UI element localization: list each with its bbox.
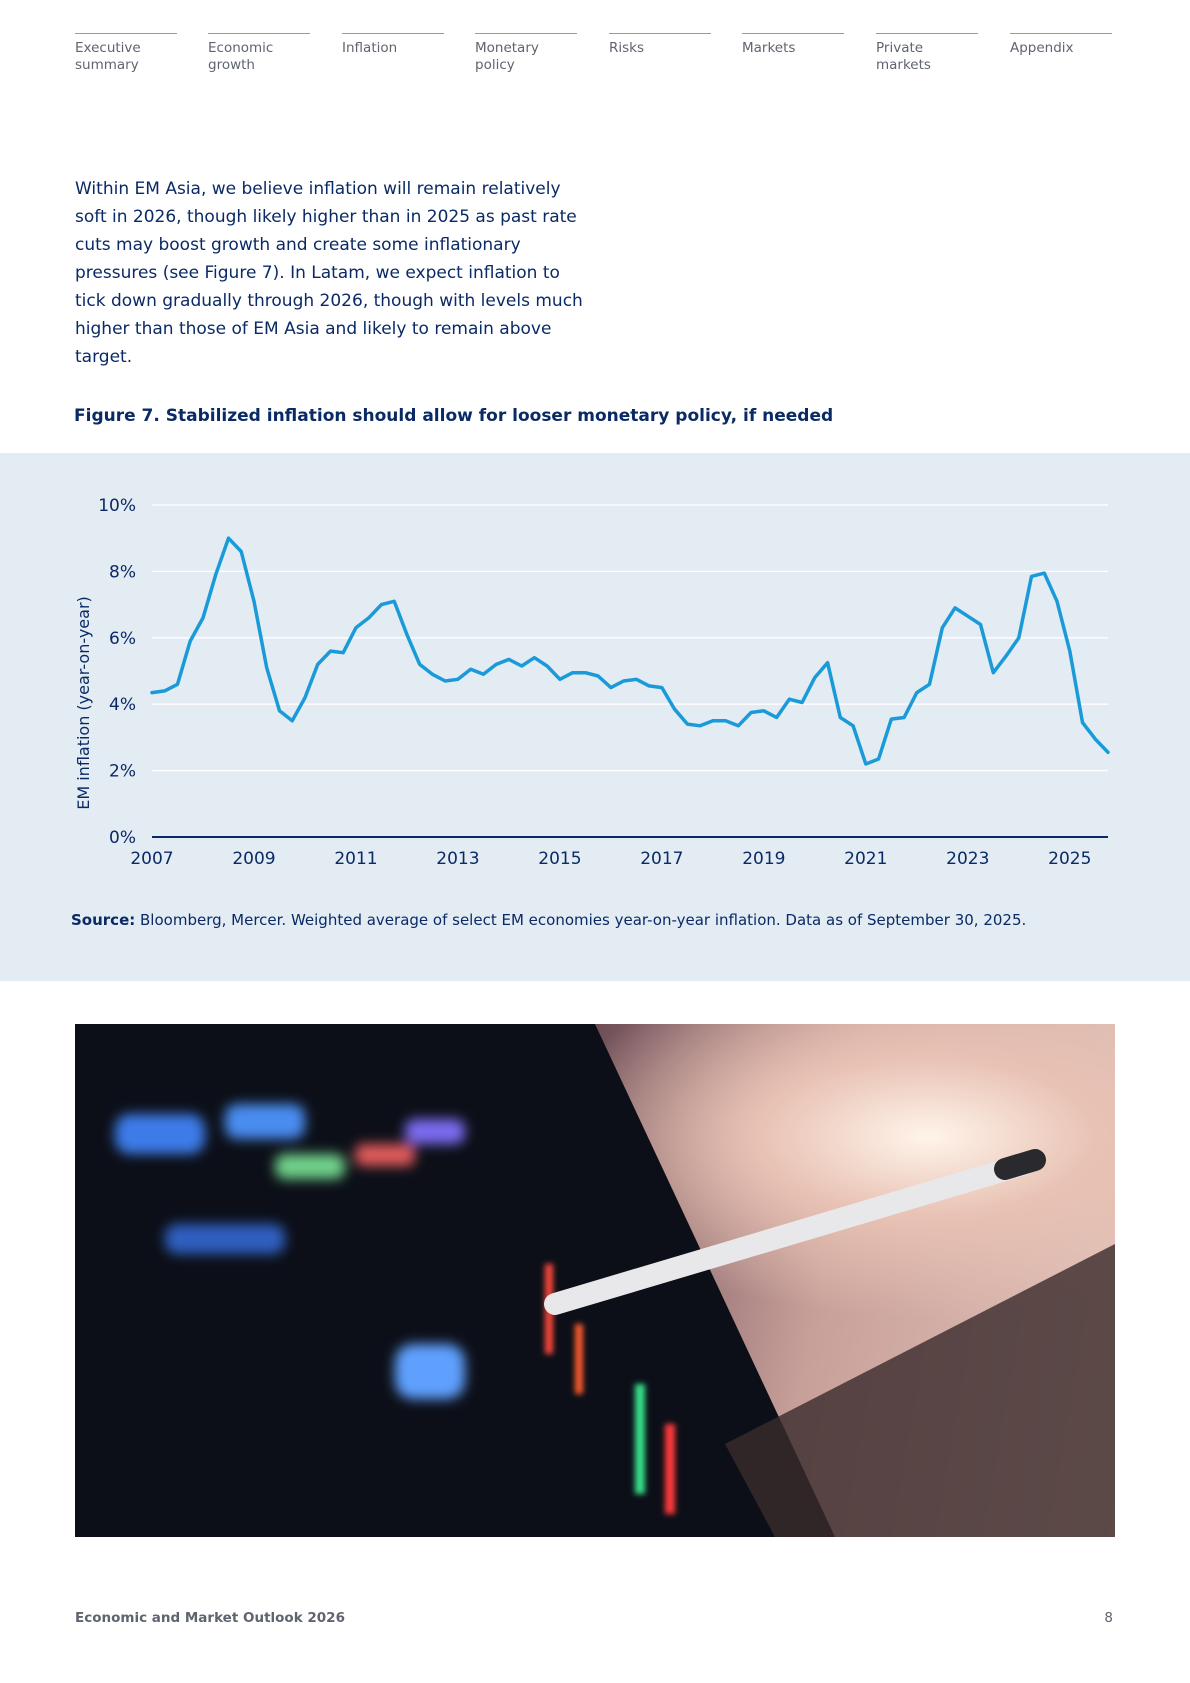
data-point [840,717,842,719]
stylus-tip [1005,1160,1035,1169]
data-point [585,672,587,674]
x-tick-label: 2011 [334,849,378,869]
data-point [304,697,306,699]
data-point [253,601,255,603]
y-tick-labels [98,496,136,848]
data-point [1069,650,1071,652]
data-point [763,710,765,712]
nav-inflation[interactable]: Inflation [342,33,444,57]
data-point [572,672,574,674]
data-point [483,674,485,676]
data-point [381,604,383,606]
data-point [202,617,204,619]
data-point [559,679,561,681]
data-point [419,664,421,666]
data-point [980,624,982,626]
data-point [916,692,918,694]
data-point [827,662,829,664]
data-point [393,601,395,603]
y-tick-label: 2% [109,761,136,782]
x-tick-label: 2007 [130,849,174,869]
data-point [330,650,332,652]
nav-risks[interactable]: Risks [609,33,711,57]
data-point [801,702,803,704]
data-point [444,680,446,682]
source-label: Source: [71,911,136,929]
figure-source [71,911,1026,929]
data-point [215,574,217,576]
page-number: 8 [1104,1610,1113,1626]
data-point [1018,637,1020,639]
data-point [852,725,854,727]
data-point [317,664,319,666]
data-point [1082,722,1084,724]
data-point [534,657,536,659]
data-point [164,690,166,692]
data-point [903,717,905,719]
data-point [967,615,969,617]
photo-illustration [75,1024,1115,1537]
data-point [891,718,893,720]
section-nav [75,33,1113,83]
data-point [406,634,408,636]
data-point [929,684,931,686]
data-point [355,627,357,629]
gridlines [152,505,1108,771]
data-point [750,712,752,714]
inflation-chart [0,453,1190,981]
figure-panel [0,453,1190,981]
nav-executive-summary[interactable]: Executive summary [75,33,177,74]
data-point [610,687,612,689]
source-text: Bloomberg, Mercer. Weighted average of select EM economies year-on-year inflation. Data as of September 30, 2025. [135,911,1027,929]
x-tick-label: 2017 [640,849,684,869]
y-axis-label: EM inflation (year-on-year) [74,596,93,810]
data-point [495,664,497,666]
data-point [279,710,281,712]
data-point [521,665,523,667]
data-point [954,607,956,609]
series-line-em-inflation [152,538,1108,764]
nav-appendix[interactable]: Appendix [1010,33,1112,57]
data-point [865,763,867,765]
tablet-screen [75,1024,835,1537]
data-point [342,652,344,654]
data-point [993,672,995,674]
y-tick-label: 8% [109,562,136,583]
nav-markets[interactable]: Markets [742,33,844,57]
x-tick-label: 2009 [232,849,276,869]
footer-report-title: Economic and Market Outlook 2026 [75,1610,345,1626]
data-point [789,698,791,700]
x-tick-label: 2015 [538,849,582,869]
data-point [725,720,727,722]
data-point [674,708,676,710]
intro-paragraph: Within EM Asia, we believe inflation will remain relatively soft in 2026, though likely higher than in 2025 as past rate cuts may boost growth and create some inflationary pressures (see Figure 7). In Latam, we expect inflation to tick down gradually through 2026, though with levels much higher than those of EM Asia and likely to remain above target. [75,179,583,367]
data-point [546,665,548,667]
data-point [432,674,434,676]
data-point [1056,601,1058,603]
data-point [878,758,880,760]
data-point [151,692,153,694]
data-point [1044,572,1046,574]
nav-economic-growth[interactable]: Economic growth [208,33,310,74]
x-tick-label: 2019 [742,849,786,869]
nav-monetary-policy[interactable]: Monetary policy [475,33,577,74]
data-point [776,717,778,719]
figure-title: Figure 7. Stabilized inflation should allow for looser monetary policy, if needed [74,406,834,426]
stock-photo-tablet-chart [75,1024,1115,1537]
data-point [508,659,510,661]
x-tick-label: 2025 [1048,849,1092,869]
data-point [661,687,663,689]
x-tick-label: 2013 [436,849,480,869]
data-point [1031,576,1033,578]
x-tick-label: 2023 [946,849,990,869]
data-point [814,677,816,679]
data-point [189,640,191,642]
data-point [240,551,242,553]
x-tick-labels [130,849,1091,869]
data-point [942,627,944,629]
data-point [368,617,370,619]
data-point [597,675,599,677]
data-point [266,667,268,669]
y-tick-label: 6% [109,628,136,649]
data-point [687,723,689,725]
data-point [457,679,459,681]
data-point [648,685,650,687]
data-point [291,720,293,722]
nav-private-markets[interactable]: Private markets [876,33,978,74]
data-point [470,669,472,671]
data-point [1095,738,1097,740]
data-point [636,679,638,681]
y-tick-label: 4% [109,695,136,716]
data-point [1005,655,1007,657]
y-tick-label: 0% [109,828,136,848]
x-tick-label: 2021 [844,849,888,869]
data-point [699,725,701,727]
data-point [623,680,625,682]
hand-shadow [725,1244,1115,1537]
data-point [1107,752,1109,754]
data-point [738,725,740,727]
data-point [712,720,714,722]
data-point [228,537,230,539]
data-point [177,684,179,686]
y-tick-label: 10% [98,496,136,516]
